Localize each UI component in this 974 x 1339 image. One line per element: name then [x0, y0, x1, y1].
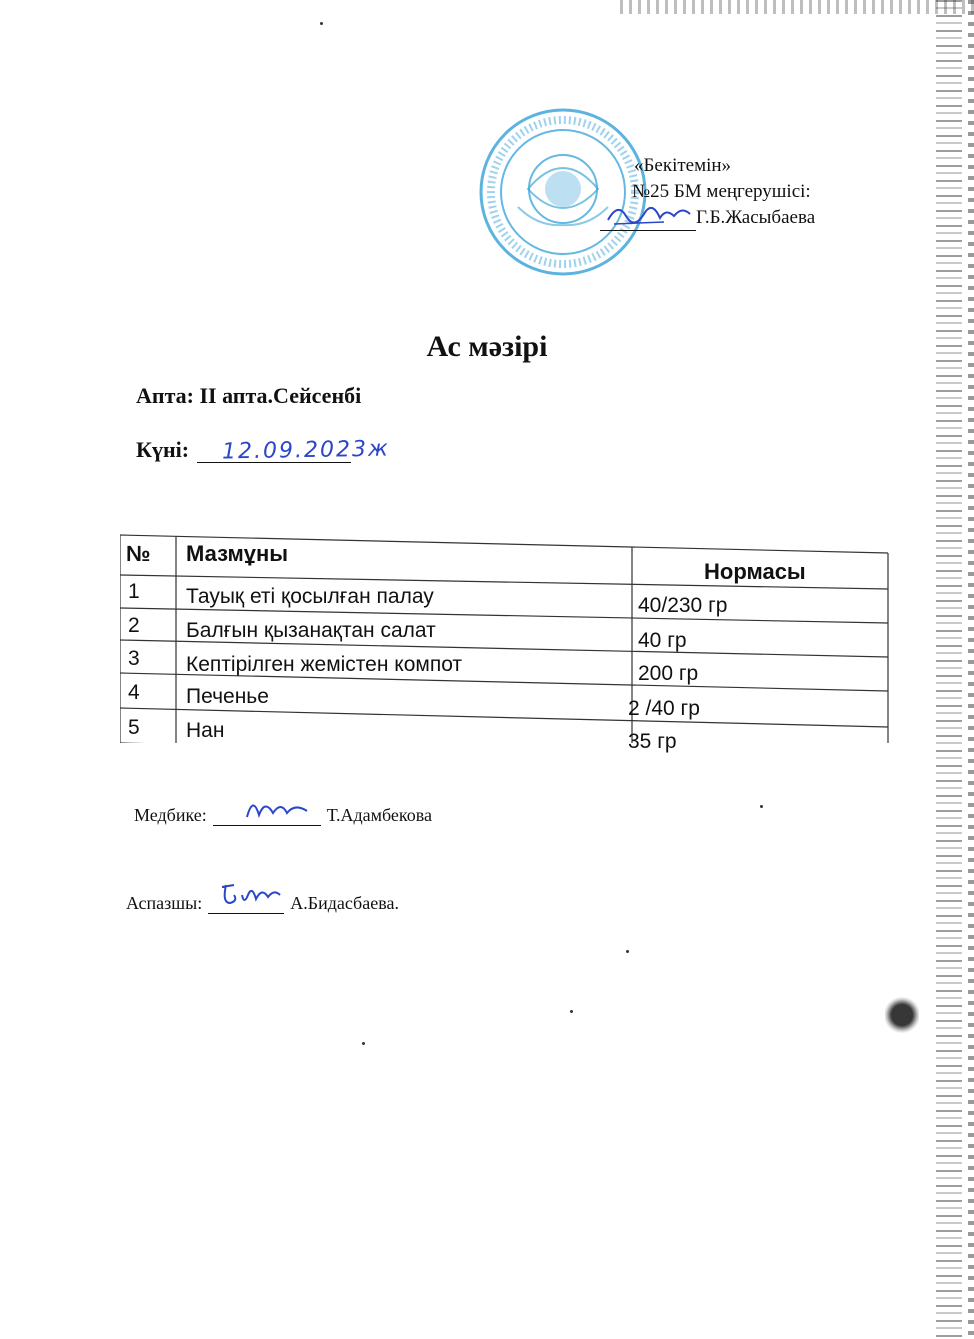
row-3-num: 3: [128, 647, 140, 670]
speck: [362, 1042, 365, 1045]
row-3-content: Кептірілген жемістен компот: [186, 653, 463, 676]
row-4-content: Печенье: [186, 685, 269, 708]
nurse-signature: [243, 791, 313, 825]
cook-signature-row: [126, 893, 399, 914]
cook-signature-line: [208, 893, 284, 914]
header-norm: Нормасы: [704, 559, 806, 584]
nurse-signature-line: [213, 805, 321, 826]
row-5-num: 5: [128, 716, 140, 739]
nurse-label: Медбике:: [134, 805, 207, 825]
scan-edge-top: [620, 0, 974, 14]
row-2-norm: 40 гр: [638, 629, 687, 652]
speck: [760, 805, 763, 808]
row-2-num: 2: [128, 614, 140, 637]
handwritten-date: 12.09.2023ж: [221, 436, 391, 465]
row-5-content: Нан: [186, 719, 225, 742]
row-2-content: Балғын қызанақтан салат: [186, 619, 436, 642]
week-day-label: Апта: ІІ апта.Сейсенбі: [136, 383, 362, 408]
nurse-name: Т.Адамбекова: [326, 805, 432, 825]
row-4-num: 4: [128, 681, 140, 704]
page-title: Ас мәзірі: [426, 330, 548, 363]
scan-edge-right: [936, 0, 962, 1339]
header-num: №: [126, 541, 151, 566]
approval-position: №25 БМ меңгерушісі:: [632, 181, 811, 202]
approval-block: [600, 153, 815, 231]
header-content: Мазмұны: [186, 541, 289, 566]
menu-table: [120, 533, 890, 753]
ink-blot: [885, 995, 919, 1035]
approval-title: «Бекітемін»: [634, 155, 732, 176]
row-1-norm: 40/230 гр: [638, 594, 728, 617]
date-label: Күні:: [136, 437, 190, 462]
cook-name: А.Бидасбаева.: [290, 893, 399, 913]
row-1-content: Тауық еті қосылған палау: [186, 585, 434, 608]
speck: [320, 22, 323, 25]
scan-edge-right-dark: [968, 0, 974, 1339]
row-1-num: 1: [128, 580, 140, 603]
speck: [570, 1010, 573, 1013]
row-3-norm: 200 гр: [638, 662, 699, 685]
nurse-signature-row: [134, 805, 432, 826]
director-name: Г.Б.Жасыбаева: [696, 207, 816, 228]
row-4-norm: 2 /40 гр: [628, 697, 700, 720]
cook-label: Аспазшы:: [126, 893, 203, 913]
director-signature-line: [600, 208, 696, 231]
speck: [626, 950, 629, 953]
row-5-norm: 35 гр: [628, 730, 677, 753]
cook-signature: [216, 877, 286, 913]
